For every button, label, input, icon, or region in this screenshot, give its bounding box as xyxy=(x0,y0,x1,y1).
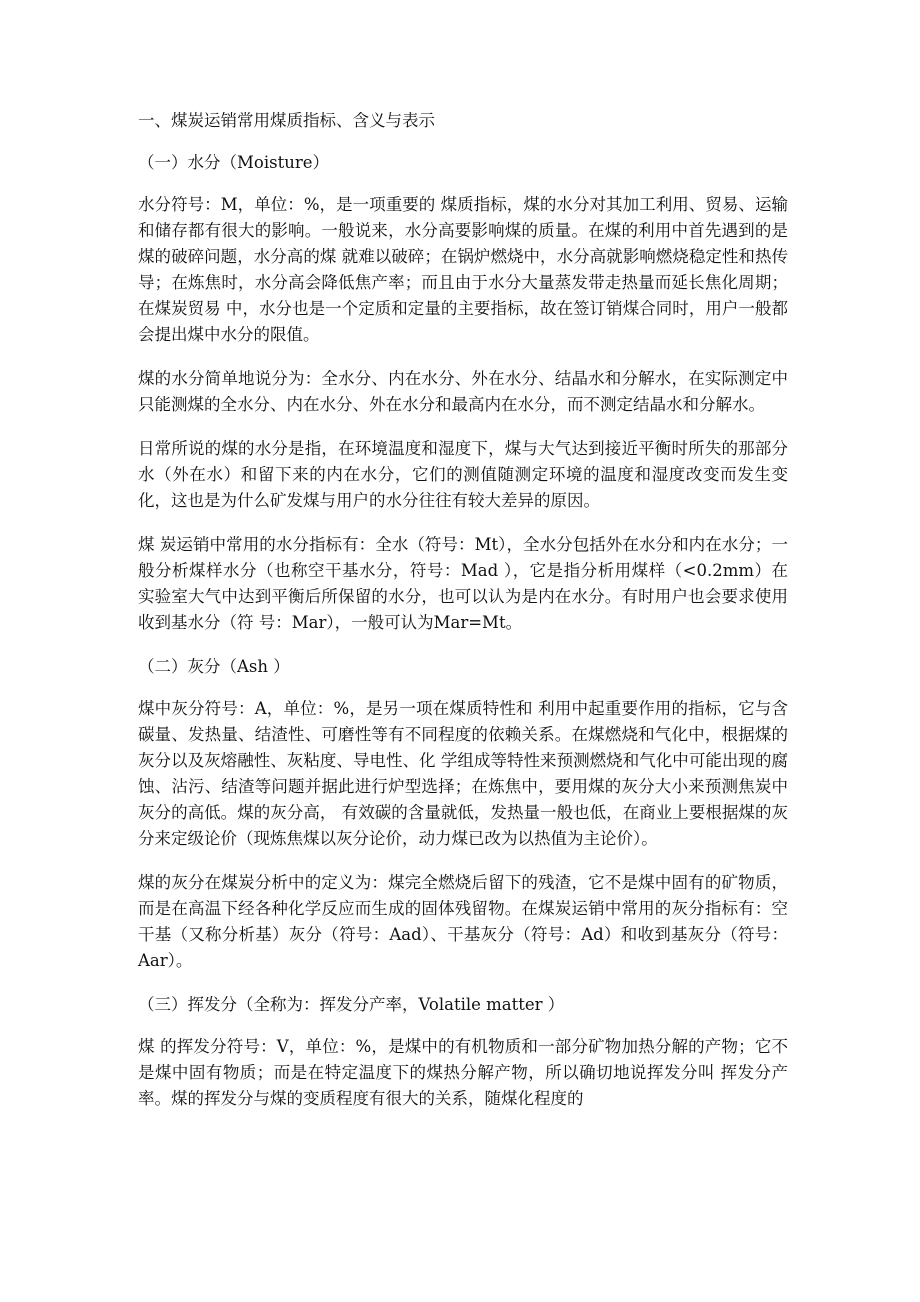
paragraph: 煤中灰分符号：A，单位：%，是另一项在煤质特性和 利用中起重要作用的指标，它与含碳量、发热量、结渣性、可磨性等有不同程度的依赖关系。在煤燃烧和气化中，根据煤的灰分以及灰熔融性、灰粘度、导电性、化 学组成等特性来预测燃烧和气化中可能出现的腐蚀、沾污、结渣等问题并据此进行炉型选择；在炼焦中，要用煤的灰分大小来预测焦炭中灰分的高低。煤的灰分高， 有效碳的含量就低，发热量一般也低，在商业上要根据煤的灰分来定级论价（现炼焦煤以灰分论价，动力煤已改为以热值为主论价）。 xyxy=(138,699,788,848)
paragraph: 煤的水分简单地说分为：全水分、内在水分、外在水分、结晶水和分解水，在实际测定中只能测煤的全水分、内在水分、外在水分和最高内在水分，而不测定结晶水和分解水。 xyxy=(138,369,788,414)
section-heading-moisture: （一）水分（Moisture） xyxy=(138,153,329,172)
paragraph: 煤的灰分在煤炭分析中的定义为：煤完全燃烧后留下的残渣，它不是煤中固有的矿物质，而是在高温下经各种化学反应而生成的固体残留物。在煤炭运销中常用的灰分指标有：空干基（又称分析基）灰分（符号：Aad）、干基灰分（符号：Ad）和收到基灰分（符号：Aar）。 xyxy=(138,873,788,970)
paragraph: 煤 的挥发分符号：V，单位：%，是煤中的有机物质和一部分矿物加热分解的产物；它不是煤中固有物质；而是在特定温度下的煤热分解产物，所以确切地说挥发分叫 挥发分产率。煤的挥发分与煤的变质程度有很大的关系，随煤化程度的 xyxy=(138,1037,788,1108)
document-title: 一、煤炭运销常用煤质指标、含义与表示 xyxy=(138,111,435,130)
paragraph: 煤 炭运销中常用的水分指标有：全水（符号：Mt），全水分包括外在水分和内在水分；一般分析煤样水分（也称空干基水分，符号：Mad ），它是指分析用煤样（<0.2mm）在实验室大气中达到平衡后所保留的水分，也可以认为是内在水分。有时用户也会要求使用收到基水分（符 号：Mar），一般可认为Mar=Mt。 xyxy=(138,535,788,632)
document-page xyxy=(138,108,788,1112)
paragraph: 日常所说的煤的水分是指，在环境温度和湿度下，煤与大气达到接近平衡时所失的那部分水（外在水）和留下来的内在水分，它们的测值随测定环境的温度和湿度改变而发生变化，这也是为什么矿发煤与用户的水分往往有较大差异的原因。 xyxy=(138,439,788,510)
section-heading-volatile-matter: （三）挥发分（全称为：挥发分产率，Volatile matter ） xyxy=(138,995,565,1014)
paragraph: 水分符号：M，单位：%，是一项重要的 煤质指标，煤的水分对其加工利用、贸易、运输和储存都有很大的影响。一般说来，水分高要影响煤的质量。在煤的利用中首先遇到的是煤的破碎问题，水分高的煤 就难以破碎；在锅炉燃烧中，水分高就影响燃烧稳定性和热传导；在炼焦时，水分高会降低焦产率；而且由于水分大量蒸发带走热量而延长焦化周期；在煤炭贸易 中，水分也是一个定质和定量的主要指标，故在签订销煤合同时，用户一般都会提出煤中水分的限值。 xyxy=(138,195,788,344)
section-heading-ash: （二）灰分（Ash ） xyxy=(138,657,290,676)
